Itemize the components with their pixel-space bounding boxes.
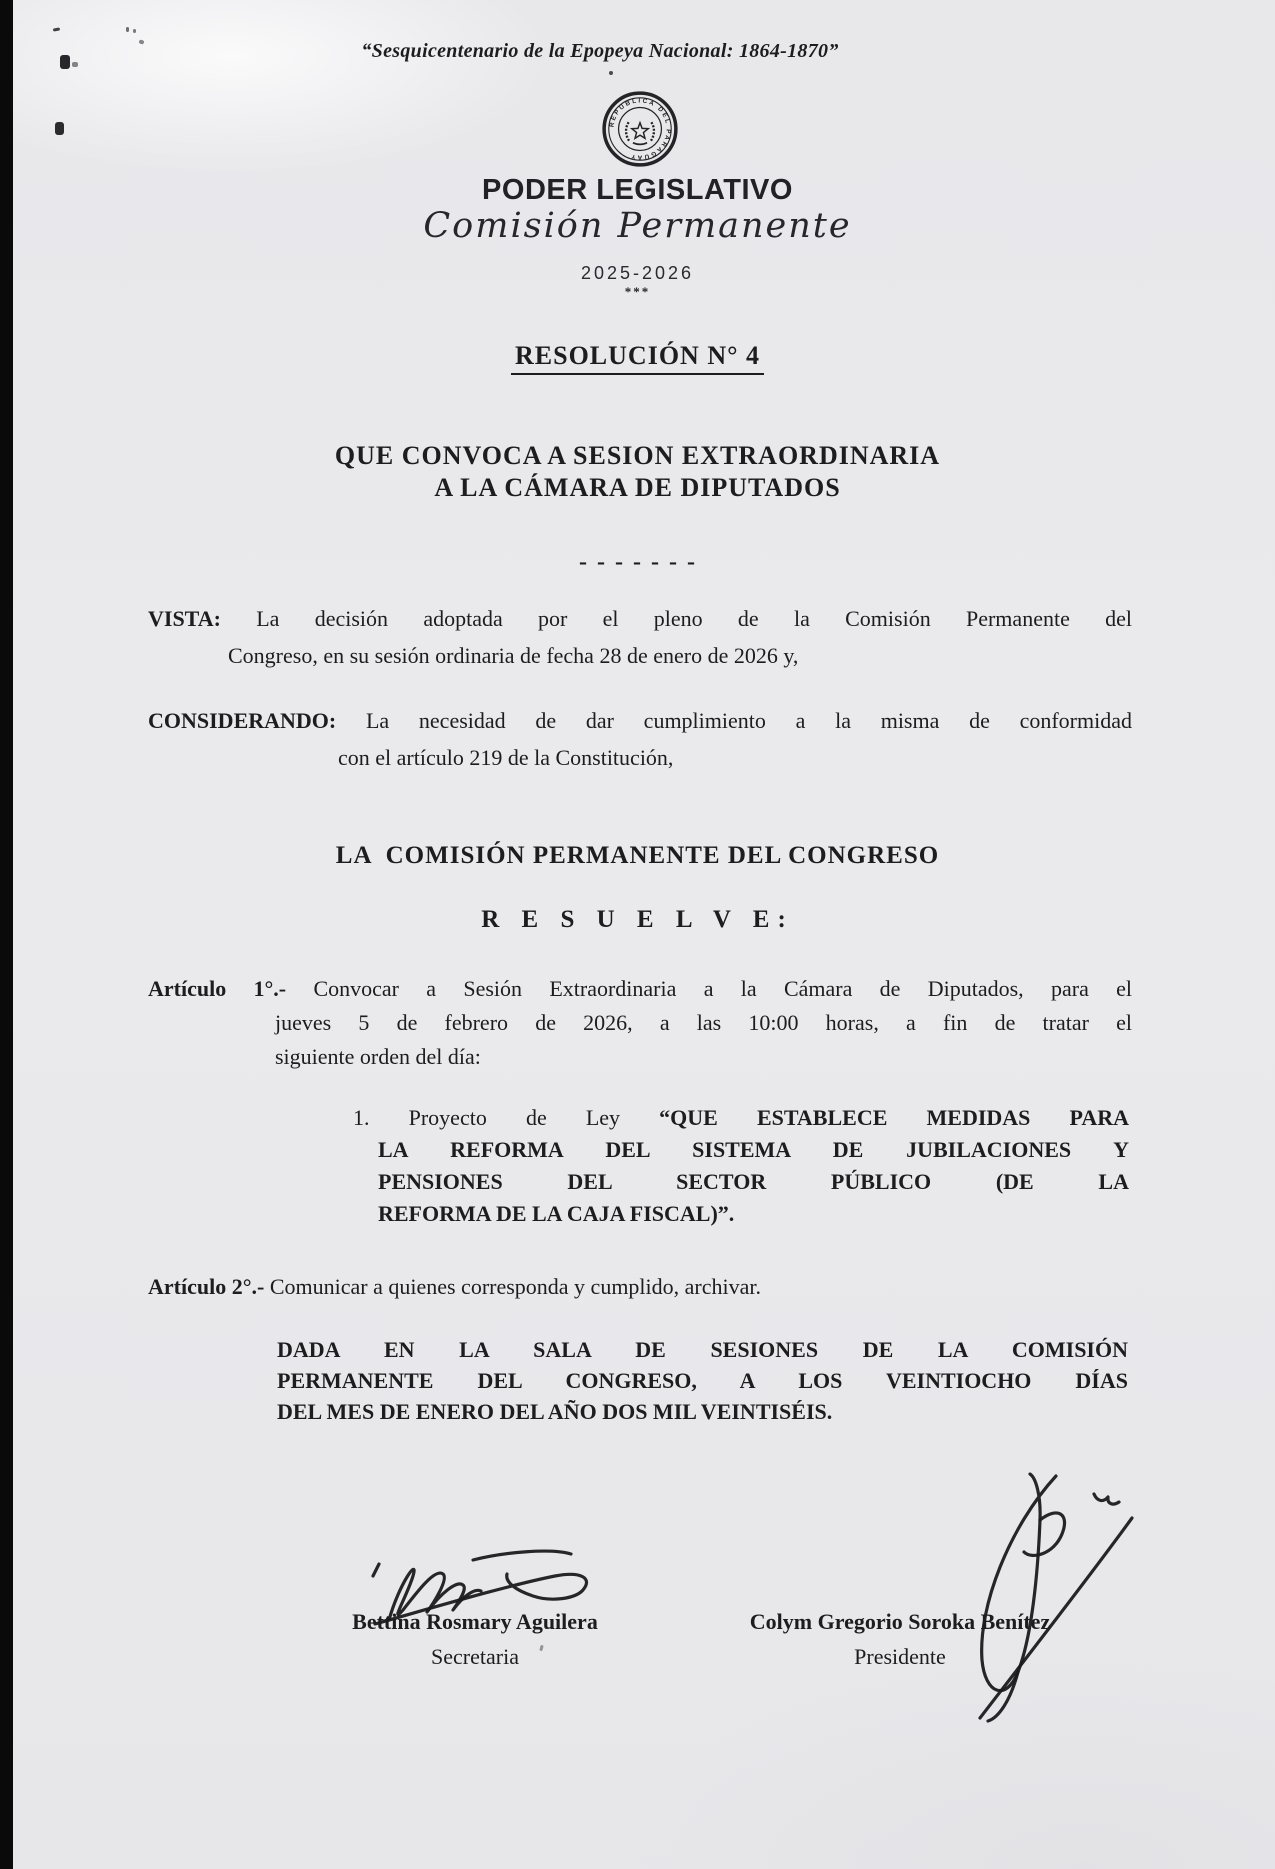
dash-separator: - - - - - - - bbox=[579, 549, 696, 575]
considerando-line-2: con el artículo 219 de la Constitución, bbox=[338, 745, 674, 770]
header-motto: “Sesquicentenario de la Epopeya Nacional: 1864-1870” bbox=[361, 40, 839, 62]
stars-separator: *** bbox=[624, 284, 651, 299]
seal-text: REPUBLICA DEL PARAGUAY bbox=[608, 97, 672, 161]
subject-line-2: A LA CÁMARA DE DIPUTADOS bbox=[434, 473, 841, 502]
articulo-2-line bbox=[148, 1270, 1132, 1304]
star-icon bbox=[632, 123, 648, 139]
vista-line-1 bbox=[148, 600, 1132, 637]
articulo-1-line-3: siguiente orden del día: bbox=[275, 1044, 481, 1069]
vista-label: VISTA: bbox=[148, 606, 221, 631]
articulo-2-paragraph bbox=[148, 1270, 1132, 1304]
vista-text-1: La decisión adoptada por el pleno de la Comisión Permanente del bbox=[256, 606, 1132, 631]
dada-line-1: DADA EN LA SALA DE SESIONES DE LA COMISIÓN bbox=[277, 1337, 1128, 1362]
ink-speck bbox=[126, 27, 129, 32]
orden-law-line-1: “QUE ESTABLECE MEDIDAS PARA bbox=[659, 1105, 1130, 1130]
considerando-text-1: La necesidad de dar cumplimiento a la misma de conformidad bbox=[365, 708, 1132, 733]
laurel-left bbox=[626, 121, 629, 141]
signatory-left-name: Bettina Rosmary Aguilera bbox=[352, 1609, 598, 1634]
signature-right-icon bbox=[858, 1464, 1148, 1729]
articulo-1-paragraph bbox=[148, 972, 1132, 1074]
ink-speck bbox=[55, 122, 64, 135]
orden-law-line-2: LA REFORMA DEL SISTEMA DE JUBILACIONES Y bbox=[378, 1137, 1129, 1162]
articulo-1-text-1: Convocar a Sesión Extraordinaria a la Cámara de Diputados, para el bbox=[313, 976, 1133, 1001]
orden-law-line-3: PENSIONES DEL SECTOR PÚBLICO (DE LA bbox=[378, 1169, 1129, 1194]
orden-line-1 bbox=[353, 1102, 1129, 1134]
signature-block-left bbox=[265, 1604, 685, 1674]
orden-prefix: Proyecto de Ley bbox=[408, 1105, 621, 1130]
vista-line-2: Congreso, en su sesión ordinaria de fecha 28 de enero de 2026 y, bbox=[228, 643, 799, 668]
signatory-left-role: Secretaria bbox=[431, 1644, 519, 1669]
ink-speck bbox=[609, 71, 613, 75]
articulo-2-text: Comunicar a quienes corresponda y cumplido, archivar. bbox=[269, 1274, 762, 1299]
national-seal bbox=[601, 90, 679, 168]
signatory-right-name: Colym Gregorio Soroka Benítez bbox=[749, 1609, 1051, 1634]
vista-paragraph bbox=[148, 600, 1132, 674]
subject-line-1: QUE CONVOCA A SESION EXTRAORDINARIA bbox=[334, 441, 941, 470]
commission-heading: LA COMISIÓN PERMANENTE DEL CONGRESO bbox=[335, 842, 940, 869]
orden-del-dia-item bbox=[353, 1102, 1129, 1230]
resuelve-heading: R E S U E L V E: bbox=[481, 906, 794, 933]
considerando-paragraph bbox=[148, 702, 1132, 776]
signatory-right-role: Presidente bbox=[854, 1644, 946, 1669]
ink-speck bbox=[53, 27, 60, 31]
articulo-1-label: Artículo 1°.- bbox=[148, 976, 287, 1001]
signature-scribble-right bbox=[858, 1464, 1148, 1729]
commission-script-title: Comisión Permanente bbox=[423, 206, 852, 246]
republica-del-paraguay-seal-icon bbox=[601, 90, 679, 168]
dada-line-2: PERMANENTE DEL CONGRESO, A LOS VEINTIOCHO DÍAS bbox=[277, 1368, 1128, 1393]
considerando-label: CONSIDERANDO: bbox=[148, 708, 337, 733]
orden-law-line-4: REFORMA DE LA CAJA FISCAL)”. bbox=[378, 1201, 735, 1226]
legislative-period: 2025-2026 bbox=[580, 263, 695, 283]
articulo-1-line-2: jueves 5 de febrero de 2026, a las 10:00 horas, a fin de tratar el bbox=[275, 1010, 1132, 1035]
ink-speck bbox=[133, 29, 136, 33]
signature-block-right bbox=[690, 1604, 1110, 1674]
laurel-right bbox=[651, 121, 654, 141]
resolution-number: RESOLUCIÓN N° 4 bbox=[511, 341, 764, 375]
dada-line-3: DEL MES DE ENERO DEL AÑO DOS MIL VEINTISÉIS. bbox=[277, 1399, 833, 1424]
considerando-line-1 bbox=[148, 702, 1132, 739]
articulo-1-line-1 bbox=[148, 972, 1132, 1006]
laurel-tie bbox=[633, 143, 647, 145]
orden-number: 1. bbox=[353, 1105, 370, 1130]
resolution-title-row bbox=[0, 341, 1275, 375]
articulo-2-label: Artículo 2°.- bbox=[148, 1274, 265, 1299]
resolution-subject bbox=[0, 440, 1275, 504]
dada-paragraph bbox=[277, 1334, 1128, 1427]
institution-title: PODER LEGISLATIVO bbox=[482, 174, 793, 206]
